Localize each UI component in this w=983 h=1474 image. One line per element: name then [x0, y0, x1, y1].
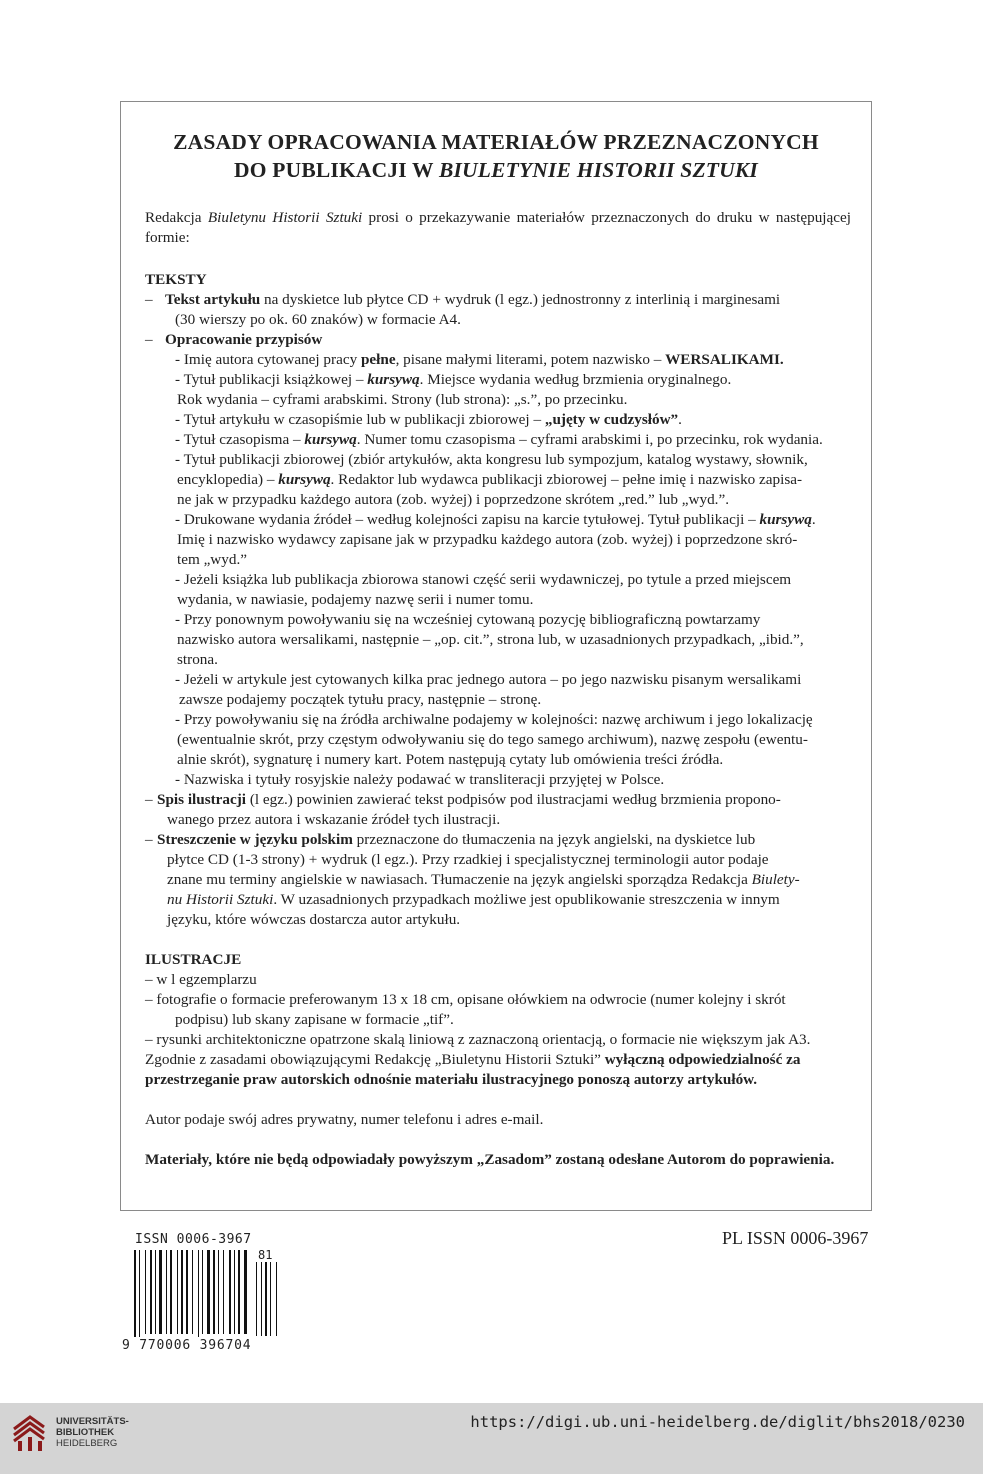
- footnote-rule-9: - Jeżeli w artykule jest cytowanych kilka prac jednego autora – po jego nazwisku pisanym wersalikami zawsze podajemy początek tytułu pracy, następnie – stronę.: [175, 671, 802, 708]
- footnote-rule-7: - Jeżeli książka lub publikacja zbiorowa stanowi część serii wydawniczej, po tytule a przed miejscem wydania, w nawiasie, podajemy nazwę serii i numer tomu.: [175, 571, 792, 608]
- ilustracje-line-3: – rysunki architektoniczne opatrzone skalą liniową z zaznaczoną orientacją, o formacie nie większym jak A3.: [145, 1031, 811, 1048]
- barcode: [120, 1232, 282, 1357]
- barcode-issn-text: ISSN 0006-3967: [135, 1232, 252, 1247]
- barcode-bar: [177, 1250, 178, 1334]
- barcode-addon-bar: [265, 1262, 267, 1336]
- barcode-bar: [218, 1250, 219, 1334]
- issn-label: PL ISSN 0006-3967: [722, 1228, 869, 1248]
- final-note: Materiały, które nie będą odpowiadały powyższym „Zasadom” zostaną odesłane Autorom do poprawienia.: [145, 1151, 835, 1168]
- barcode-bar: [234, 1250, 235, 1334]
- barcode-bar: [134, 1250, 136, 1337]
- footnote-rule-2: - Tytuł publikacji książkowej – kursywą. Miejsce wydania według brzmienia oryginalnego. Rok wydania – cyframi arabskimi. Strony (lub strona): „s.”, po przecinku.: [175, 371, 732, 408]
- author-note: Autor podaje swój adres prywatny, numer telefonu i adres e-mail.: [145, 1111, 544, 1128]
- title-line-2: DO PUBLIKACJI W BIULETYNIE HISTORII SZTUKI: [234, 158, 758, 182]
- source-url[interactable]: https://digi.ub.uni-heidelberg.de/diglit/bhs2018/0230: [470, 1413, 965, 1431]
- barcode-addon-bar: [270, 1262, 271, 1336]
- footnote-rule-4: - Tytuł czasopisma – kursywą. Numer tomu czasopisma – cyframi arabskimi i, po przecinku, rok wydania.: [175, 431, 823, 448]
- barcode-bar: [139, 1250, 140, 1337]
- title-line-1: ZASADY OPRACOWANIA MATERIAŁÓW PRZEZNACZONYCH: [173, 130, 819, 154]
- section-heading-ilustracje: ILUSTRACJE: [145, 951, 242, 968]
- barcode-addon-bar: [256, 1262, 257, 1336]
- footer-bar: [0, 1403, 983, 1474]
- footnote-rule-3: - Tytuł artykułu w czasopiśmie lub w publikacji zbiorowej – „ujęty w cudzysłów”.: [175, 411, 682, 428]
- barcode-number-text: 9 770006 396704: [122, 1338, 252, 1353]
- barcode-bar: [170, 1250, 172, 1334]
- barcode-bars: [120, 1232, 282, 1337]
- guidelines-body: [145, 208, 851, 1170]
- barcode-bar: [213, 1250, 215, 1334]
- library-logo-icon: [8, 1413, 48, 1453]
- barcode-bar: [150, 1250, 152, 1334]
- barcode-bar: [192, 1250, 193, 1334]
- item-opracowanie-przypisow: – Opracowanie przypisów: [145, 331, 323, 348]
- ilustracje-line-2: – fotografie o formacie preferowanym 13 x 18 cm, opisane ołówkiem na odwrocie (numer kolejny i skrót podpisu) lub skany zapisane w formacie „tif”.: [145, 991, 786, 1028]
- footnote-rule-10: - Przy powoływaniu się na źródła archiwalne podajemy w kolejności: nazwę archiwum i jego lokalizację (ewentualnie skrót, przy częstym odwoływaniu się do tego samego archiwum), nazwę zespołu (ewentu- alnie skrót), sygnaturę i numery kart. Potem następują cytaty lub omówienia treści źródła.: [175, 711, 813, 768]
- barcode-bar: [166, 1250, 167, 1334]
- barcode-bar: [155, 1250, 156, 1334]
- copyright-note: Zgodnie z zasadami obowiązującymi Redakcję „Biuletynu Historii Sztuki” wyłączną odpowiedzialność za przestrzeganie praw autorskich odnośnie materiału ilustracyjnego ponoszą autorzy artykułów.: [145, 1051, 801, 1088]
- barcode-bar: [229, 1250, 231, 1334]
- footnote-rule-1: - Imię autora cytowanej pracy pełne, pisane małymi literami, potem nazwisko – WERSALIKAMI.: [175, 351, 784, 368]
- barcode-bar: [198, 1250, 199, 1337]
- intro-paragraph: Redakcja Biuletynu Historii Sztuki prosi o przekazywanie materiałów przeznaczonych do druku w następującej formie:: [145, 209, 851, 246]
- footnote-rule-5: - Tytuł publikacji zbiorowej (zbiór artykułów, akta kongresu lub sympozjum, katalog wystawy, słownik, encyklopedia) – kursywą. Redaktor lub wydawca publikacji zbiorowej – pełne imię i nazwisko zapisa- ne jak w przypadku każdego autora (zob. wyżej) i poprzedzone skrótem „red.” lub „wyd.”.: [175, 451, 808, 508]
- guidelines-box: [120, 101, 872, 1211]
- barcode-bar: [186, 1250, 188, 1334]
- barcode-addon-bar: [276, 1262, 277, 1336]
- item-streszczenie: – Streszczenie w języku polskim przeznaczone do tłumaczenia na język angielski, na dyskietce lub płytce CD (1-3 strony) + wydruk (l egz.). Przy rzadkiej i specjalistycznej terminologii autor podaje znane mu terminy angielskie w nawiasach. Tłumaczenie na język angielski sporządza Redakcja Biulety- nu Historii Sztuki. W uzasadnionych przypadkach możliwe jest opublikowanie streszczenia w innym języku, które wówczas dostarcza autor artykułu.: [145, 831, 800, 928]
- item-tekst-artykulu: – Tekst artykułu na dyskietce lub płytce CD + wydruk (l egz.) jednostronny z interlinią i marginesami (30 wierszy po ok. 60 znaków) w formacie A4.: [145, 291, 781, 328]
- barcode-bar: [207, 1250, 210, 1334]
- barcode-bar: [238, 1250, 240, 1334]
- barcode-bar: [145, 1250, 146, 1334]
- footnote-rule-8: - Przy ponownym powoływaniu się na wcześniej cytowaną pozycję bibliograficzną powtarzamy nazwisko autora wersalikami, następnie – „op. cit.”, strona lub, w uzasadnionych przypadkach, „ibid.”, strona.: [175, 611, 804, 668]
- barcode-bar: [244, 1250, 247, 1334]
- ilustracje-line-1: – w l egzemplarzu: [145, 971, 257, 988]
- library-logo-text: UNIVERSITÄTS- BIBLIOTHEK HEIDELBERG: [56, 1416, 129, 1449]
- footnote-rule-6: - Drukowane wydania źródeł – według kolejności zapisu na karcie tytułowej. Tytuł publikacji – kursywą. Imię i nazwisko wydawcy zapisane jak w przypadku każdego autora (zob. wyżej) i poprzedzone skró- tem „wyd.”: [175, 511, 816, 568]
- barcode-bar: [223, 1250, 224, 1334]
- barcode-addon-text: 81: [258, 1248, 273, 1262]
- item-spis-ilustracji: – Spis ilustracji (l egz.) powinien zawierać tekst podpisów pod ilustracjami według brzmienia propono- wanego przez autora i wskazanie źródeł tych ilustracji.: [145, 791, 781, 828]
- barcode-bar: [181, 1250, 183, 1334]
- section-heading-teksty: TEKSTY: [145, 271, 207, 288]
- footnote-rule-11: - Nazwiska i tytuły rosyjskie należy podawać w transliteracji przyjętej w Polsce.: [175, 771, 665, 788]
- barcode-addon-bar: [261, 1262, 262, 1336]
- barcode-bar: [159, 1250, 162, 1334]
- barcode-bar: [202, 1250, 203, 1334]
